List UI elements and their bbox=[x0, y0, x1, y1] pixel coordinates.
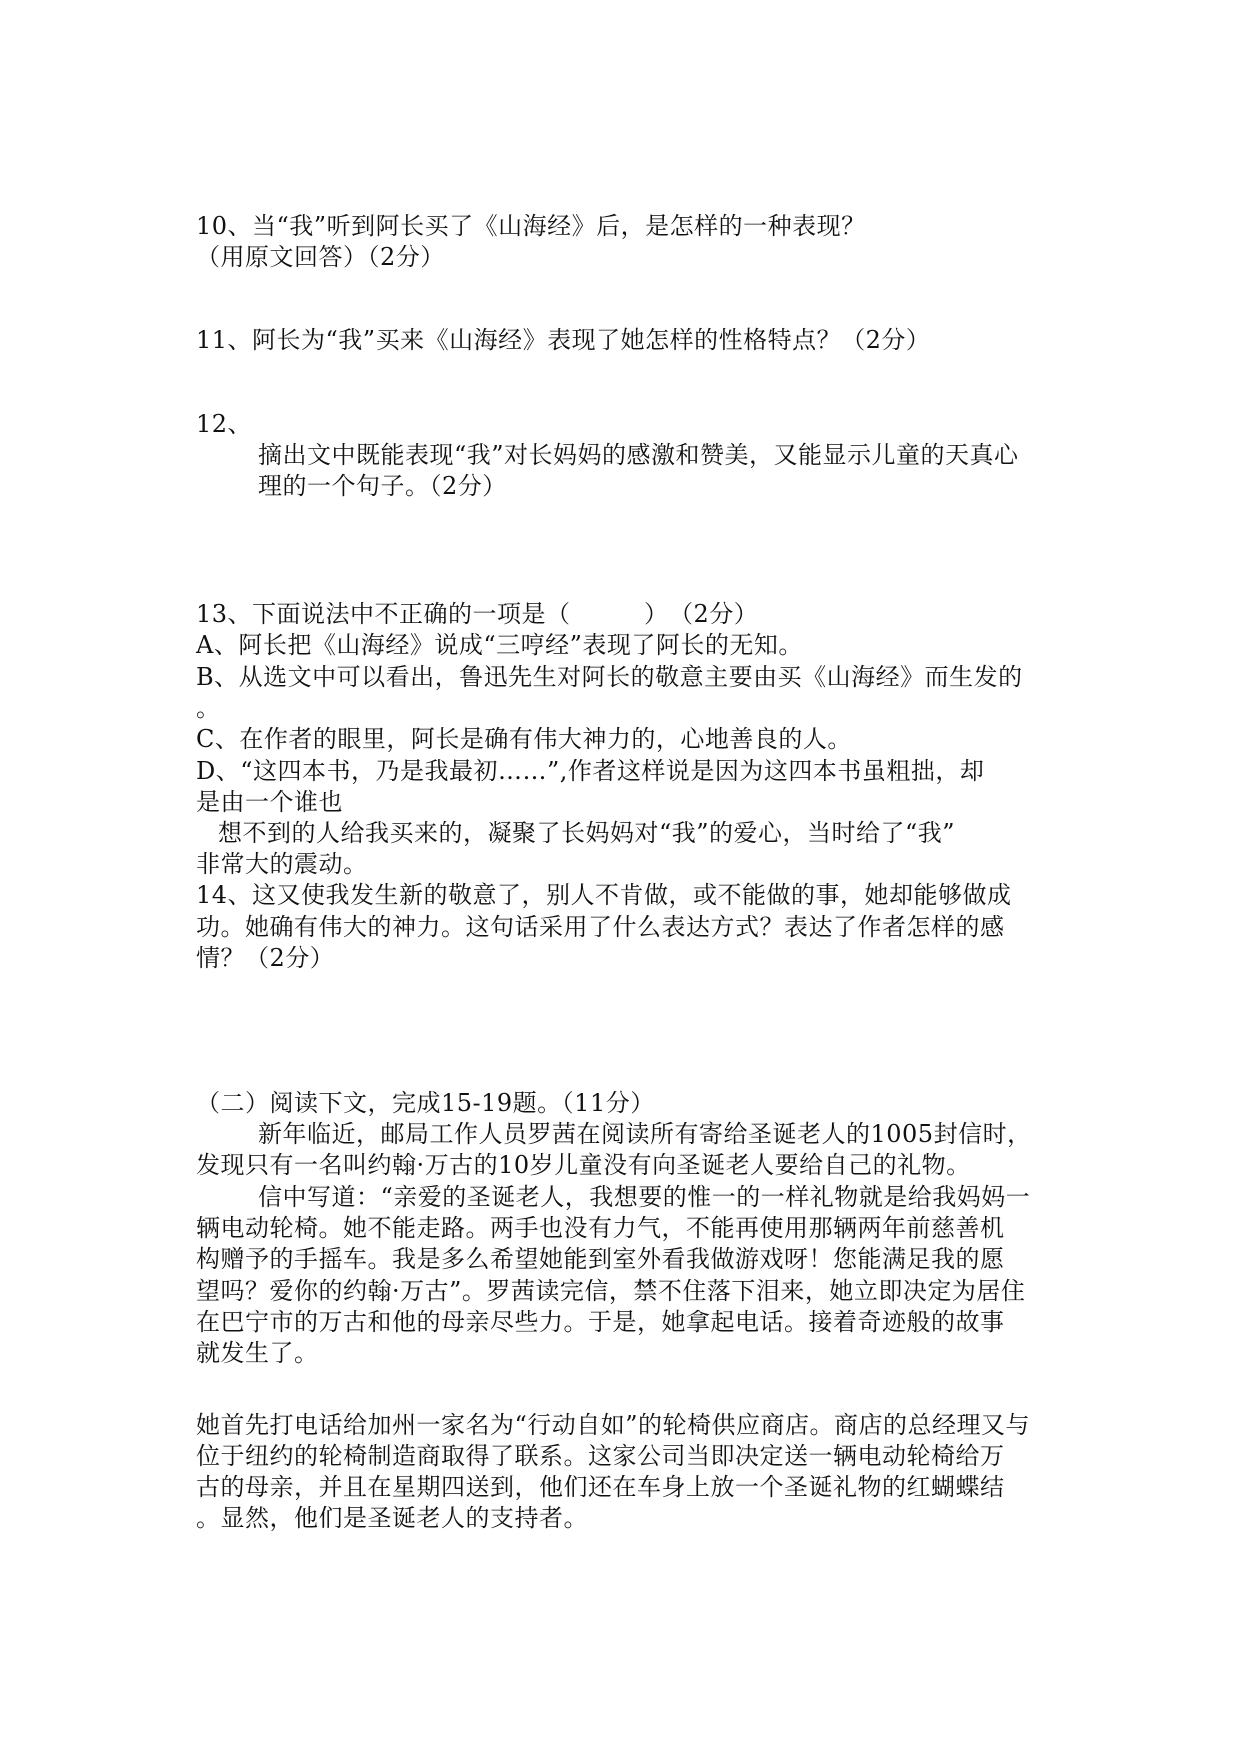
para3-line2: 位于纽约的轮椅制造商取得了联系。这家公司当即决定送一辆电动轮椅给万 bbox=[196, 1442, 1005, 1470]
q11-line1: 11、阿长为“我”买来《山海经》表现了她怎样的性格特点？（2分） bbox=[196, 326, 931, 354]
q14-line1: 14、这又使我发生新的敬意了，别人不肯做，或不能做的事，她却能够做成 bbox=[196, 881, 1012, 909]
q13-option-d-line1: D、“这四本书，乃是我最初……”,作者这样说是因为这四本书虽粗拙，却 bbox=[196, 757, 985, 785]
q13-option-b-line1: B、从选文中可以看出，鲁迅先生对阿长的敬意主要由买《山海经》而生发的 bbox=[196, 663, 1023, 691]
q12-line2: 理的一个句子。（2分） bbox=[258, 472, 507, 500]
q12-line1: 摘出文中既能表现“我”对长妈妈的感激和赞美，又能显示儿童的天真心 bbox=[258, 441, 1019, 469]
q10-line2: （用原文回答）（2分） bbox=[196, 243, 445, 271]
q13-option-d-line2: 是由一个谁也 bbox=[196, 788, 343, 816]
q13-option-b-line2: 。 bbox=[196, 694, 221, 722]
para2-line5: 在巴宁市的万古和他的母亲尽些力。于是，她拿起电话。接着奇迹般的故事 bbox=[196, 1308, 1005, 1336]
para2-line6: 就发生了。 bbox=[196, 1339, 319, 1367]
section-heading: （二）阅读下文，完成15-19题。（11分） bbox=[196, 1089, 655, 1117]
para3-line1: 她首先打电话给加州一家名为“行动自如”的轮椅供应商店。商店的总经理又与 bbox=[196, 1411, 1031, 1439]
q12-number: 12、 bbox=[196, 410, 253, 438]
para3-line3: 古的母亲，并且在星期四送到，他们还在车身上放一个圣诞礼物的红蝴蝶结 bbox=[196, 1473, 1005, 1501]
q14-line2: 功。她确有伟大的神力。这句话采用了什么表达方式？表达了作者怎样的感 bbox=[196, 913, 1005, 941]
q13-option-d-line4: 非常大的震动。 bbox=[196, 850, 368, 878]
q13-option-d-line3: 想不到的人给我买来的，凝聚了长妈妈对“我”的爱心，当时给了“我” bbox=[218, 819, 956, 847]
q10-line1: 10、当“我”听到阿长买了《山海经》后，是怎样的一种表现？ bbox=[196, 212, 866, 240]
q13-stem: 13、下面说法中不正确的一项是（ ） （2分） bbox=[196, 600, 759, 628]
q13-option-a: A、阿长把《山海经》说成“三哼经”表现了阿长的无知。 bbox=[196, 631, 803, 659]
q13-option-c: C、在作者的眼里，阿长是确有伟大神力的，心地善良的人。 bbox=[196, 725, 852, 753]
para2-line2: 辆电动轮椅。她不能走路。两手也没有力气，不能再使用那辆两年前慈善机 bbox=[196, 1214, 1005, 1242]
para1-line1: 新年临近，邮局工作人员罗茜在阅读所有寄给圣诞老人的1005封信时， bbox=[258, 1120, 1032, 1148]
para2-line1: 信中写道：“亲爱的圣诞老人，我想要的惟一的一样礼物就是给我妈妈一 bbox=[258, 1183, 1031, 1211]
para3-line4: 。显然，他们是圣诞老人的支持者。 bbox=[196, 1504, 588, 1532]
para1-line2: 发现只有一名叫约翰·万古的10岁儿童没有向圣诞老人要给自己的礼物。 bbox=[196, 1151, 971, 1179]
para2-line3: 构赠予的手摇车。我是多么希望她能到室外看我做游戏呀！您能满足我的愿 bbox=[196, 1245, 1005, 1273]
q14-line3: 情？（2分） bbox=[196, 944, 335, 972]
para2-line4: 望吗？爱你的约翰·万古”。罗茜读完信，禁不住落下泪来，她立即决定为居住 bbox=[196, 1277, 1026, 1305]
